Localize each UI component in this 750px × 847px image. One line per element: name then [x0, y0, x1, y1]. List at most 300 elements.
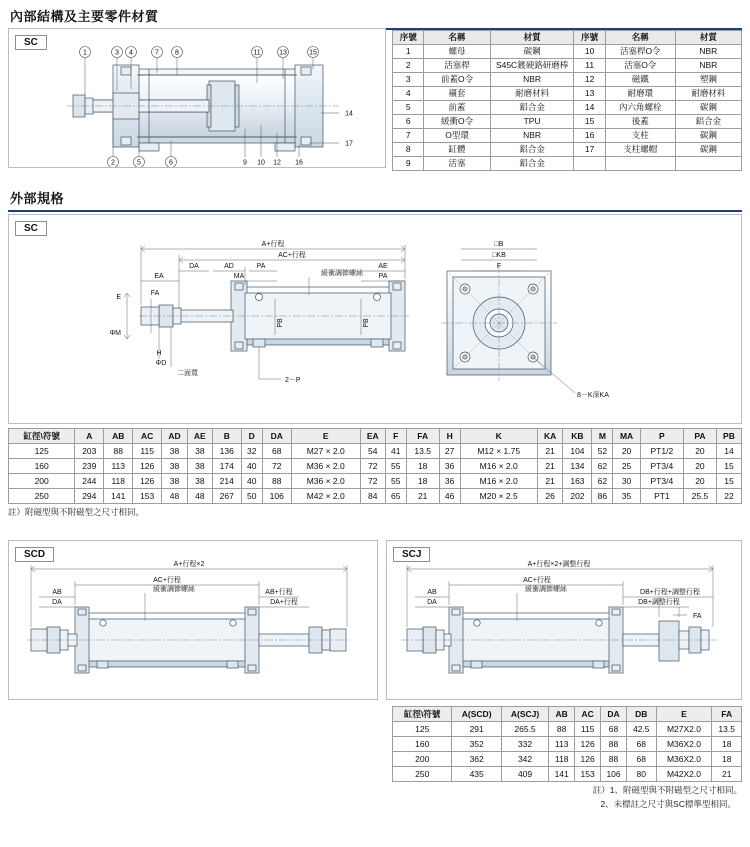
table-cell: 18 — [406, 474, 439, 489]
table-cell: 13.5 — [406, 444, 439, 459]
table-cell: 後蓋 — [605, 115, 675, 129]
table-cell: 46 — [439, 489, 460, 504]
table-cell: 409 — [501, 767, 548, 782]
table-cell: 鋁合金 — [490, 101, 574, 115]
table-cell: 52 — [592, 444, 613, 459]
scd-header-row — [393, 707, 742, 722]
scd-col-header: A(SCJ) — [501, 707, 548, 722]
table-cell: 104 — [563, 444, 592, 459]
table-cell: 15 — [716, 474, 741, 489]
table-cell: 113 — [549, 737, 575, 752]
table-cell: 294 — [75, 489, 104, 504]
dim-h: H — [156, 350, 162, 357]
dim-pa-1: PA — [256, 263, 266, 270]
table-cell: 160 — [393, 737, 452, 752]
table-row — [393, 129, 742, 143]
scj-dim-db-adj: DB+調整行程 — [638, 599, 680, 606]
table-cell: M16 × 2.0 — [460, 474, 537, 489]
svg-text:17: 17 — [345, 140, 353, 148]
spec-col-header: P — [640, 429, 683, 444]
table-cell: M36 × 2.0 — [291, 459, 360, 474]
table-cell: 26 — [537, 489, 563, 504]
table-row — [393, 73, 742, 87]
table-cell: 21 — [712, 767, 742, 782]
table-cell: 352 — [452, 737, 501, 752]
sc-external-dimension-panel — [8, 214, 742, 424]
svg-text:6: 6 — [169, 159, 173, 167]
table-cell: 鋁合金 — [490, 157, 574, 171]
material-table — [392, 30, 742, 171]
table-cell: 68 — [627, 752, 657, 767]
table-cell: 塑鋼 — [675, 73, 741, 87]
sc-external-label: SC — [15, 221, 47, 236]
dim-a-stroke: A+行程 — [261, 241, 285, 248]
dim-phi-m: ΦM — [109, 330, 121, 337]
svg-text:3: 3 — [115, 49, 119, 57]
svg-text:5: 5 — [137, 159, 141, 167]
table-cell: 88 — [601, 737, 627, 752]
table-cell: 126 — [133, 474, 162, 489]
table-cell: 活塞桿 — [424, 59, 490, 73]
table-row — [9, 459, 742, 474]
table-cell: NBR — [675, 59, 741, 73]
table-cell: 支柱 — [605, 129, 675, 143]
col-name-1: 名稱 — [424, 31, 490, 45]
scd-dim-ab: AB — [52, 589, 62, 596]
table-row — [393, 115, 742, 129]
table-cell: 126 — [575, 752, 601, 767]
table-cell: 38 — [187, 474, 212, 489]
table-cell: 88 — [104, 444, 133, 459]
table-cell: 126 — [575, 737, 601, 752]
table-cell: M27 × 2.0 — [291, 444, 360, 459]
table-row — [393, 752, 742, 767]
table-cell: M36X2.0 — [656, 752, 712, 767]
dim-kb-square: □KB — [492, 252, 506, 259]
table-cell: 36 — [439, 459, 460, 474]
table-cell: 35 — [613, 489, 640, 504]
table-cell: 21 — [406, 489, 439, 504]
table-cell: 50 — [241, 489, 262, 504]
table-cell: 螺母 — [424, 45, 490, 59]
scj-label: SCJ — [393, 547, 430, 562]
table-cell: 25 — [613, 459, 640, 474]
table-cell: 22 — [716, 489, 741, 504]
scd-col-header: DB — [627, 707, 657, 722]
table-cell: 緩衝O令 — [424, 115, 490, 129]
table-cell: O型環 — [424, 129, 490, 143]
dim-pb-1: PB — [277, 318, 284, 328]
table-cell: 20 — [683, 474, 716, 489]
table-cell: 21 — [537, 444, 563, 459]
table-header-row — [393, 31, 742, 45]
table-cell: 291 — [452, 722, 501, 737]
table-cell: 8 — [393, 143, 424, 157]
table-cell: 174 — [212, 459, 241, 474]
table-cell: 42.5 — [627, 722, 657, 737]
table-cell: 200 — [393, 752, 452, 767]
scd-dim-ac: AC+行程 — [153, 577, 181, 584]
table-cell: 136 — [212, 444, 241, 459]
col-no-2: 序號 — [574, 31, 605, 45]
table-cell: 16 — [574, 129, 605, 143]
table-cell: 碳鋼 — [675, 129, 741, 143]
table-row — [393, 101, 742, 115]
col-mat-2: 材質 — [675, 31, 741, 45]
dim-phi-d: ΦD — [155, 360, 167, 367]
table-row — [393, 45, 742, 59]
table-cell: 耐磨環 — [605, 87, 675, 101]
scd-col-header: E — [656, 707, 712, 722]
table-cell: M27X2.0 — [656, 722, 712, 737]
table-cell: 活塞O令 — [605, 59, 675, 73]
table-cell: 80 — [627, 767, 657, 782]
svg-text:14: 14 — [345, 110, 353, 118]
table-cell: 163 — [563, 474, 592, 489]
table-cell: 碳鋼 — [490, 45, 574, 59]
table-cell: 48 — [187, 489, 212, 504]
table-cell: 118 — [549, 752, 575, 767]
table-cell — [605, 157, 675, 171]
scd-col-header: AB — [549, 707, 575, 722]
table-cell: 14 — [716, 444, 741, 459]
table-cell: 54 — [360, 444, 385, 459]
dim-ac-stroke: AC+行程 — [278, 252, 306, 259]
table-row — [9, 489, 742, 504]
table-cell: 72 — [262, 459, 291, 474]
spec-col-header: K — [460, 429, 537, 444]
table-cell: 68 — [627, 737, 657, 752]
table-cell: 27 — [439, 444, 460, 459]
spec-col-header: A — [75, 429, 104, 444]
table-row — [9, 444, 742, 459]
table-cell: 342 — [501, 752, 548, 767]
table-cell: 20 — [683, 444, 716, 459]
spec-col-header: PB — [716, 429, 741, 444]
scd-note-1: 註）1、附磁型與不附磁型之尺寸相同。 — [592, 785, 742, 795]
table-cell: 118 — [104, 474, 133, 489]
table-cell: 10 — [574, 45, 605, 59]
table-cell: NBR — [490, 73, 574, 87]
scd-dim-ab-stroke: AB+行程 — [265, 589, 293, 596]
table-cell: 38 — [162, 444, 188, 459]
table-cell: 362 — [452, 752, 501, 767]
table-cell — [675, 157, 741, 171]
spec-col-header: E — [291, 429, 360, 444]
table-cell: M12 × 1.75 — [460, 444, 537, 459]
table-cell: 碳鋼 — [675, 143, 741, 157]
svg-text:8: 8 — [175, 49, 179, 57]
table-cell: 200 — [9, 474, 75, 489]
table-row — [393, 59, 742, 73]
table-cell: 55 — [385, 474, 406, 489]
table-cell: 88 — [549, 722, 575, 737]
svg-text:4: 4 — [129, 49, 133, 57]
spec-table-note: 註）附磁型與不附磁型之尺寸相同。 — [8, 507, 145, 517]
table-cell: 62 — [592, 459, 613, 474]
table-cell: 1 — [393, 45, 424, 59]
spec-col-header: DA — [262, 429, 291, 444]
sc-panel-label: SC — [15, 35, 47, 50]
table-cell: 缸體 — [424, 143, 490, 157]
scj-dim-a: A+行程×2+調整行程 — [527, 561, 591, 568]
table-cell: 36 — [439, 474, 460, 489]
table-cell: 前蓋 — [424, 101, 490, 115]
table-cell: 88 — [262, 474, 291, 489]
scd-col-header: AC — [575, 707, 601, 722]
table-cell: 435 — [452, 767, 501, 782]
sc-external-drawing — [9, 215, 741, 423]
dim-ae: AE — [378, 263, 388, 270]
table-cell: 18 — [406, 459, 439, 474]
svg-text:16: 16 — [295, 159, 303, 167]
table-cell: 153 — [133, 489, 162, 504]
table-cell: NBR — [490, 129, 574, 143]
table-cell: 72 — [360, 474, 385, 489]
dim-pa-2: PA — [378, 273, 388, 280]
table-row — [9, 474, 742, 489]
table-cell: 126 — [133, 459, 162, 474]
dim-pb-2: PB — [363, 318, 370, 328]
table-cell: 6 — [393, 115, 424, 129]
table-cell: 15 — [574, 115, 605, 129]
table-cell: 21 — [537, 474, 563, 489]
scj-dim-ab: AB — [427, 589, 437, 596]
table-row — [393, 157, 742, 171]
scd-label: SCD — [15, 547, 54, 562]
table-cell: 141 — [104, 489, 133, 504]
section-1-title: 內部結構及主要零件材質 — [8, 6, 742, 30]
sc-cutaway-drawing — [9, 29, 385, 167]
scd-col-header: FA — [712, 707, 742, 722]
scd-dim-a: A+行程×2 — [173, 561, 205, 568]
section-2-title: 外部規格 — [8, 188, 742, 212]
scd-col-header: A(SCD) — [452, 707, 501, 722]
table-row — [393, 87, 742, 101]
table-cell: 265.5 — [501, 722, 548, 737]
spec-col-header: AE — [187, 429, 212, 444]
spec-col-header: PA — [683, 429, 716, 444]
scd-dim-da: DA — [52, 599, 62, 606]
table-cell: 鋁合金 — [490, 143, 574, 157]
spec-col-header: AC — [133, 429, 162, 444]
table-cell: PT1/2 — [640, 444, 683, 459]
table-cell: 活塞桿O令 — [605, 45, 675, 59]
table-cell: 30 — [613, 474, 640, 489]
table-cell: 115 — [133, 444, 162, 459]
table-cell: PT3/4 — [640, 474, 683, 489]
table-row — [393, 737, 742, 752]
table-cell: 125 — [393, 722, 452, 737]
table-cell: 41 — [385, 444, 406, 459]
section-1-header — [0, 0, 750, 30]
table-cell: 18 — [712, 752, 742, 767]
dim-two-flat: 二面寬 — [177, 370, 198, 377]
table-cell: 141 — [549, 767, 575, 782]
svg-text:12: 12 — [273, 159, 281, 167]
table-cell: 40 — [241, 474, 262, 489]
table-cell: 38 — [187, 444, 212, 459]
spec-col-header: F — [385, 429, 406, 444]
table-cell: 202 — [563, 489, 592, 504]
table-cell: 38 — [162, 474, 188, 489]
table-cell: 14 — [574, 101, 605, 115]
table-cell: 244 — [75, 474, 104, 489]
table-cell: 支柱螺帽 — [605, 143, 675, 157]
table-cell: S45C鍍硬鉻研磨棒 — [490, 59, 574, 73]
table-cell: 前蓋O令 — [424, 73, 490, 87]
svg-text:2: 2 — [111, 159, 115, 167]
table-cell: 7 — [393, 129, 424, 143]
scd-spec-table-container — [392, 706, 742, 810]
dim-ma: MA — [233, 273, 245, 280]
scd-drawing — [9, 541, 377, 699]
sc-spec-table — [8, 428, 742, 504]
table-cell: 214 — [212, 474, 241, 489]
table-cell: 11 — [574, 59, 605, 73]
svg-text:13: 13 — [279, 49, 287, 57]
col-name-2: 名稱 — [605, 31, 675, 45]
table-cell: 72 — [360, 459, 385, 474]
table-cell: 134 — [563, 459, 592, 474]
table-cell: 113 — [104, 459, 133, 474]
table-row — [393, 722, 742, 737]
dim-da: DA — [189, 263, 199, 270]
table-cell: M42 × 2.0 — [291, 489, 360, 504]
table-cell: 55 — [385, 459, 406, 474]
table-cell: TPU — [490, 115, 574, 129]
table-cell: 襯套 — [424, 87, 490, 101]
table-cell: 耐磨材料 — [490, 87, 574, 101]
scj-dim-ac: AC+行程 — [523, 577, 551, 584]
table-cell: 2 — [393, 59, 424, 73]
svg-text:15: 15 — [309, 49, 317, 57]
spec-col-header: MA — [613, 429, 640, 444]
table-cell: 239 — [75, 459, 104, 474]
table-cell: 耐磨材料 — [675, 87, 741, 101]
table-cell: 250 — [393, 767, 452, 782]
table-cell: 332 — [501, 737, 548, 752]
dim-fa: FA — [150, 290, 160, 297]
table-cell: PT3/4 — [640, 459, 683, 474]
table-row — [393, 767, 742, 782]
dim-ad: AD — [224, 263, 234, 270]
table-cell: 48 — [162, 489, 188, 504]
table-cell: 38 — [162, 459, 188, 474]
table-cell: 250 — [9, 489, 75, 504]
table-cell: 84 — [360, 489, 385, 504]
svg-text:7: 7 — [155, 49, 159, 57]
table-cell: M20 × 2.5 — [460, 489, 537, 504]
table-cell: 160 — [9, 459, 75, 474]
scj-dim-fa: FA — [693, 613, 702, 620]
table-cell — [574, 157, 605, 171]
spec-header-row — [9, 429, 742, 444]
table-cell: 18 — [712, 737, 742, 752]
sc-spec-table-container — [8, 428, 742, 518]
table-cell: M16 × 2.0 — [460, 459, 537, 474]
table-cell: 86 — [592, 489, 613, 504]
spec-col-header: 缸徑\符號 — [9, 429, 75, 444]
table-cell: 106 — [262, 489, 291, 504]
col-no-1: 序號 — [393, 31, 424, 45]
table-cell: 38 — [187, 459, 212, 474]
dim-ea: EA — [154, 273, 164, 280]
dim-e: E — [116, 294, 121, 301]
svg-text:1: 1 — [83, 49, 87, 57]
table-cell: 32 — [241, 444, 262, 459]
spec-col-header: KA — [537, 429, 563, 444]
spec-col-header: M — [592, 429, 613, 444]
table-cell: NBR — [675, 45, 741, 59]
table-cell: 68 — [262, 444, 291, 459]
table-cell: 21 — [537, 459, 563, 474]
table-cell: 內六角螺栓 — [605, 101, 675, 115]
table-cell: 17 — [574, 143, 605, 157]
spec-col-header: AB — [104, 429, 133, 444]
scd-spec-table — [392, 706, 742, 782]
table-cell: 68 — [601, 722, 627, 737]
table-cell: 5 — [393, 101, 424, 115]
scd-col-header: 缸徑\符號 — [393, 707, 452, 722]
dim-b-square: □B — [494, 241, 504, 248]
spec-col-header: D — [241, 429, 262, 444]
svg-text:9: 9 — [243, 159, 247, 167]
dim-cushion-screw: 緩衝調節螺絲 — [321, 270, 363, 277]
table-cell: 40 — [241, 459, 262, 474]
scd-dim-cushion: 緩衝調節螺絲 — [153, 586, 195, 593]
sc-internal-structure-panel — [8, 28, 386, 168]
scj-dim-cushion: 緩衝調節螺絲 — [525, 586, 567, 593]
scd-col-header: DA — [601, 707, 627, 722]
table-cell: 3 — [393, 73, 424, 87]
spec-col-header: B — [212, 429, 241, 444]
table-cell: 活塞 — [424, 157, 490, 171]
table-cell: 13 — [574, 87, 605, 101]
table-cell: 15 — [716, 459, 741, 474]
table-cell: 4 — [393, 87, 424, 101]
scj-panel — [386, 540, 742, 700]
table-cell: 鋁合金 — [675, 115, 741, 129]
dim-two-p: 2－P — [285, 377, 301, 384]
scj-drawing — [387, 541, 741, 699]
scj-dim-db-stroke: DB+行程+調整行程 — [640, 589, 700, 596]
table-cell: 65 — [385, 489, 406, 504]
svg-text:11: 11 — [253, 49, 261, 57]
table-cell: M36X2.0 — [656, 737, 712, 752]
scd-note-2: 2、未標註之尺寸與SC標準型相同。 — [600, 799, 736, 809]
spec-col-header: H — [439, 429, 460, 444]
table-cell: 20 — [683, 459, 716, 474]
table-cell: 9 — [393, 157, 424, 171]
dim-f: F — [496, 263, 502, 270]
table-cell: 磁鐵 — [605, 73, 675, 87]
spec-col-header: KB — [563, 429, 592, 444]
table-cell: 115 — [575, 722, 601, 737]
scj-dim-da: DA — [427, 599, 437, 606]
table-cell: 106 — [601, 767, 627, 782]
table-cell: 碳鋼 — [675, 101, 741, 115]
table-row — [393, 143, 742, 157]
spec-col-header: FA — [406, 429, 439, 444]
table-cell: 203 — [75, 444, 104, 459]
table-cell: 267 — [212, 489, 241, 504]
table-cell: 20 — [613, 444, 640, 459]
table-cell: 13.5 — [712, 722, 742, 737]
table-cell: PT1 — [640, 489, 683, 504]
table-cell: 62 — [592, 474, 613, 489]
table-cell: M36 × 2.0 — [291, 474, 360, 489]
